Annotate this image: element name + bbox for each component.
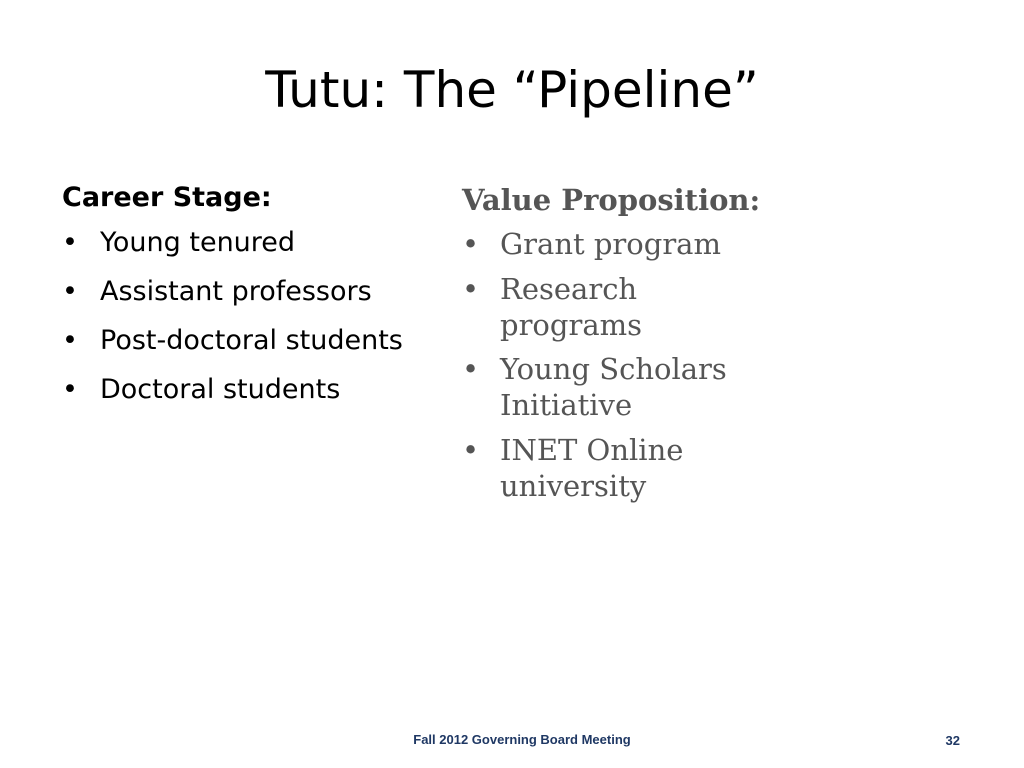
list-item (462, 432, 782, 505)
career-stage-heading: Career Stage: (62, 182, 272, 213)
bullet-icon: • (462, 271, 480, 306)
list-item (62, 225, 442, 260)
bullet-icon: • (62, 227, 78, 259)
list-item-text: Assistant professors (100, 276, 372, 308)
list-item-text: Doctoral students (100, 374, 341, 406)
bullet-icon: • (462, 352, 480, 386)
bullet-icon: • (462, 432, 480, 467)
value-proposition-column (462, 182, 782, 512)
list-item-text: Post-doctoral students (100, 325, 403, 357)
list-item (462, 226, 782, 262)
bullet-icon: • (462, 227, 480, 262)
list-item (62, 323, 442, 358)
list-item-text: Grant program (500, 227, 721, 262)
bullet-icon: • (62, 276, 78, 308)
list-item (462, 351, 782, 424)
list-item-text: INET Online university (500, 432, 684, 503)
value-proposition-heading: Value Proposition: (462, 183, 761, 217)
list-item-text: Research programs (500, 271, 642, 342)
career-stage-column (62, 180, 442, 421)
footer-meeting-label: Fall 2012 Governing Board Meeting (413, 732, 631, 747)
career-stage-list (62, 225, 442, 407)
list-item (62, 274, 442, 309)
slide-title: Tutu: The “Pipeline” (265, 61, 759, 119)
list-item-text: Young tenured (100, 227, 296, 259)
page-number: 32 (945, 733, 960, 748)
list-item-text: Young Scholars Initiative (500, 352, 727, 423)
value-proposition-list (462, 226, 782, 504)
bullet-icon: • (62, 374, 78, 406)
bullet-icon: • (62, 325, 78, 357)
list-item (62, 372, 442, 407)
list-item (462, 271, 782, 344)
